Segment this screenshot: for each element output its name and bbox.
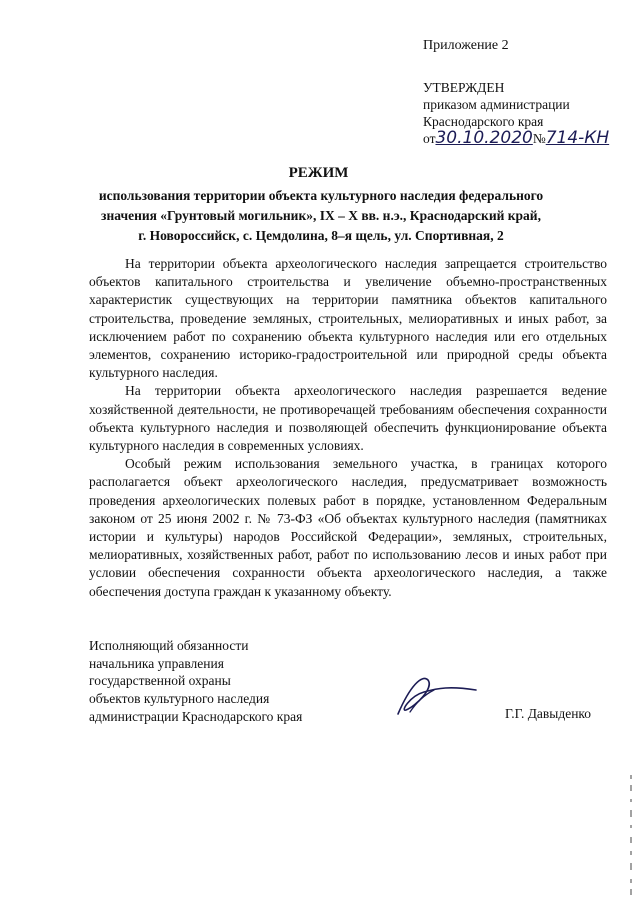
approval-block	[423, 79, 609, 147]
order-number: 714-КН	[545, 128, 610, 148]
order-line-1: приказом администрации	[423, 97, 570, 112]
body-paragraph: На территории объекта археологического наследия разрешается ведение хозяйственной деятельности, не противоречащей требованиям обеспечения сохранности объекта культурного наследия и позволяющей обеспечить функционирование объекта культурного наследия в современных условиях.	[89, 383, 607, 454]
order-line-2: Краснодарского края	[423, 114, 544, 129]
order-number-label: №	[532, 131, 546, 146]
signer-position	[89, 637, 302, 726]
signer-position-line: объектов культурного наследия	[89, 691, 270, 707]
document-subtitle: использования территории объекта культурного наследия федерального значения «Грунтовый могильник», IX – X вв. н.э., Краснодарский край, г. Новороссийск, с. Цемдолина, 8–я щель, ул. Спортивная, 2	[98, 188, 544, 243]
handwritten-signature	[380, 666, 490, 726]
signer-position-line: администрации Краснодарского края	[89, 708, 303, 724]
signer-position-line: государственной охраны	[89, 673, 231, 689]
body-paragraph: На территории объекта археологического наследия запрещается строительство объектов капитального строительства и увеличение объемно-пространственных характеристик существующих на территории памятника объектов капитального строительства, проведение земляных, строительных, мелиоративных и иных работ, за исключением работ по сохранению объекта культурного наследия или его отдельных элементов, сохранению историко-градостроительной или природной среды объекта культурного наследия.	[89, 256, 607, 381]
order-prefix: от	[423, 131, 436, 146]
approved-heading: УТВЕРЖДЕН	[423, 80, 505, 95]
signer-position-line: начальника управления	[89, 655, 224, 671]
signer-name: Г.Г. Давыденко	[505, 706, 592, 721]
body-paragraph: Особый режим использования земельного участка, в границах которого располагается объект археологического наследия, предусматривает возможность проведения археологических полевых работ в порядке, установленном Федеральным законом от 25 июня 2002 г. № 73-ФЗ «Об объектах культурного наследия (памятниках истории и культуры) народов Российской Федерации», земляных, строительных, мелиоративных, хозяйственных работ, работ по использованию лесов и иных работ при условии обеспечения сохранности объекта археологического наследия, а также обеспечения доступа граждан к указанному объекту.	[89, 456, 607, 599]
annex-label: Приложение 2	[423, 38, 509, 53]
document-title: РЕЖИМ	[288, 165, 349, 181]
signer-position-line: Исполняющий обязанности	[89, 638, 249, 653]
scan-edge-mark	[628, 775, 634, 895]
order-date: 30.10.2020	[435, 128, 533, 148]
order-date-line	[423, 130, 609, 147]
document-body	[89, 255, 607, 601]
